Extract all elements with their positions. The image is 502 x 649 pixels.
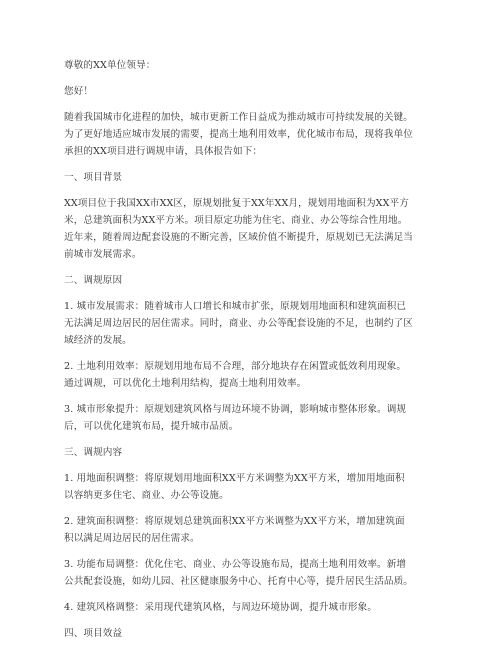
list-item-line: 域经济的发展。 [64, 335, 132, 346]
list-item-line: 1. 城市发展需求：随着城市人口增长和城市扩张，原规划用地面积和建筑面积已 [64, 301, 407, 312]
list-item-line: 通过调规，可以优化土地利用结构，提高土地利用效率。 [64, 378, 307, 389]
salutation: 尊敬的XX单位领导： [64, 60, 156, 71]
list-item-line: 无法满足周边居民的居住需求。同时，商业、办公等配套设施的不足，也制约了区 [64, 318, 413, 329]
list-item-line: 积以满足周边居民的居住需求。 [64, 533, 200, 544]
list-item-line: 3. 功能布局调整：优化住宅、商业、办公等设施布局，提高土地利用效率。新增 [64, 559, 407, 570]
section-title-reasons: 二、调规原因 [64, 275, 123, 286]
intro-line: 随着我国城市化进程的加快，城市更新工作日益成为推动城市可持续发展的关键。 [64, 112, 413, 123]
list-item-line: 公共配套设施，如幼儿园、社区健康服务中心、托育中心等，提升居民生活品质。 [64, 576, 413, 587]
list-item-line: 4. 建筑风格调整：采用现代建筑风格，与周边环境协调，提升城市形象。 [64, 602, 378, 613]
section-title-benefits: 四、项目效益 [64, 628, 123, 639]
list-item-line: 2. 建筑面积调整：将原规划总建筑面积XX平方米调整为XX平方米，增加建筑面 [64, 516, 405, 527]
list-item-line: 1. 用地面积调整：将原规划用地面积XX平方米调整为XX平方米，增加用地面积 [64, 473, 405, 484]
intro-line: 承担的XX项目进行调规申请，具体报告如下： [64, 146, 263, 157]
paragraph-line: 米，总建筑面积为XX平方米。项目原定功能为住宅、商业、办公等综合性用地。 [64, 215, 408, 226]
paragraph-line: XX项目位于我国XX市XX区，原规划批复于XX年XX月，规划用地面积为XX平方 [64, 198, 409, 209]
section-title-background: 一、项目背景 [64, 172, 123, 183]
section-title-content: 三、调规内容 [64, 447, 123, 458]
paragraph-line: 前城市发展需求。 [64, 249, 142, 260]
intro-line: 为了更好地适应城市发展的需要，提高土地利用效率，优化城市布局，现将我单位 [64, 129, 413, 140]
list-item-line: 以容纳更多住宅、商业、办公等设施。 [64, 490, 229, 501]
list-item-line: 3. 城市形象提升：原规划建筑风格与周边环境不协调，影响城市整体形象。调规 [64, 404, 407, 415]
list-item-line: 后，可以优化建筑布局，提升城市品质。 [64, 421, 239, 432]
paragraph-line: 近年来，随着周边配套设施的不断完善，区域价值不断提升，原规划已无法满足当 [64, 232, 413, 243]
greeting: 您好！ [64, 86, 94, 97]
list-item-line: 2. 土地利用效率：原规划用地布局不合理，部分地块存在闲置或低效利用现象。 [64, 361, 407, 372]
